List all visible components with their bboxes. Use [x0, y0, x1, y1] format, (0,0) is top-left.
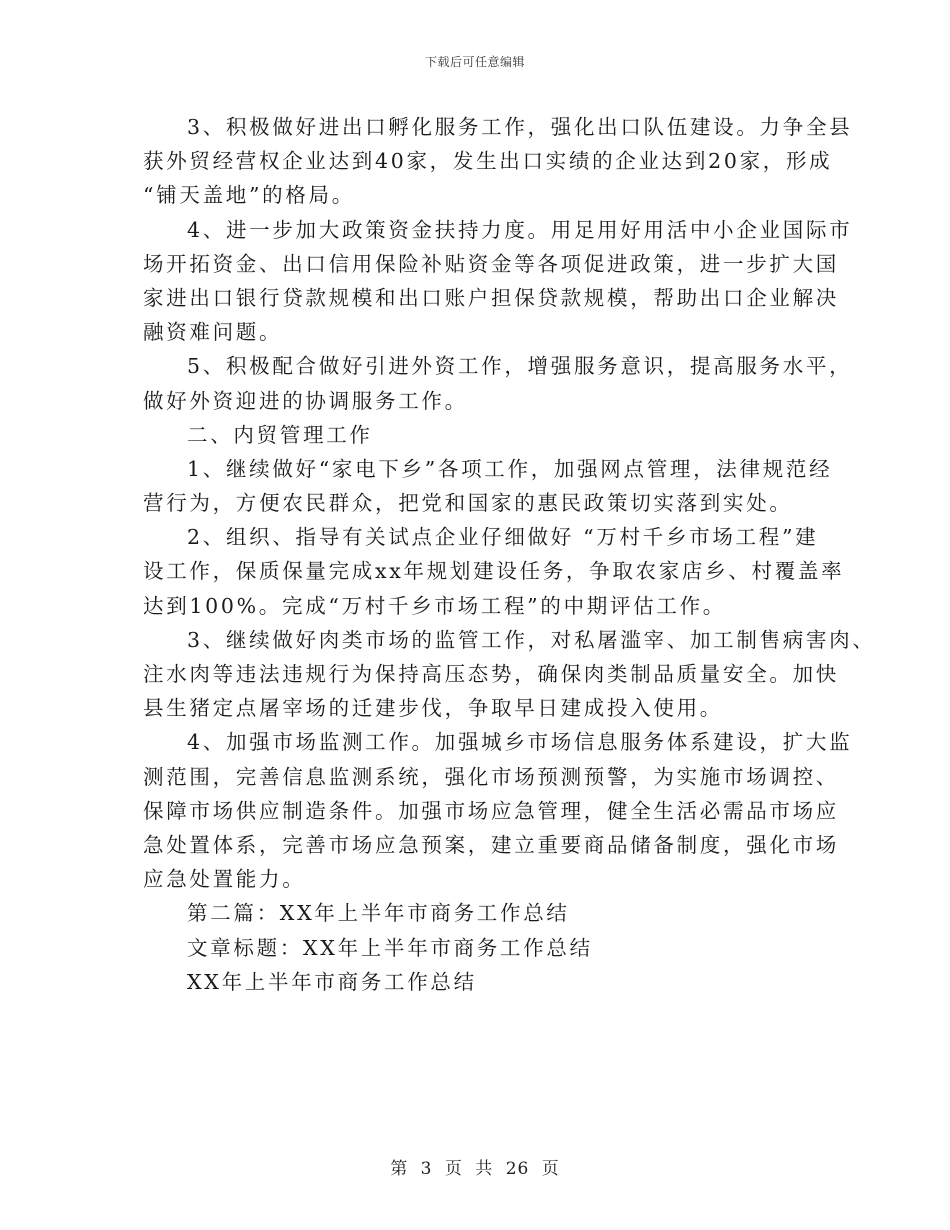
- text-line: 4、进一步加大政策资金扶持力度。用足用好用活中小企业国际市: [187, 217, 853, 242]
- text-line: 3、继续做好肉类市场的监管工作，对私屠滥宰、加工制售病害肉、: [187, 627, 876, 652]
- text-line: 测范围，完善信息监测系统，强化市场预测预警，为实施市场调控、: [143, 764, 839, 789]
- page-number-footer: 第 3 页 共 26 页: [390, 1159, 560, 1179]
- article-heading: 第二篇：XX年上半年市商务工作总结: [187, 901, 570, 926]
- text-line: 急处置体系，完善市场应急预案，建立重要商品储备制度，强化市场: [143, 832, 839, 857]
- text-line: 场开拓资金、出口信用保险补贴资金等各项促进政策，进一步扩大国: [143, 251, 839, 276]
- text-line: 5、积极配合做好引进外资工作，增强服务意识，提高服务水平，: [187, 354, 853, 379]
- text-line: 1、继续做好“家电下乡”各项工作，加强网点管理，法律规范经: [187, 456, 833, 481]
- text-line: 县生猪定点屠宰场的迁建步伐，争取早日建成投入使用。: [143, 696, 723, 721]
- section-heading: 二、内贸管理工作: [187, 422, 373, 447]
- text-line: 注水肉等违法违规行为保持高压态势，确保肉类制品质量安全。加快: [143, 662, 839, 686]
- text-line: 4、加强市场监测工作。加强城乡市场信息服务体系建设，扩大监: [187, 730, 853, 755]
- text-line: 融资难问题。: [143, 320, 283, 345]
- text-line: 达到100%。完成“万村千乡市场工程”的中期评估工作。: [143, 593, 726, 618]
- text-line: 做好外资迎进的协调服务工作。: [143, 388, 468, 413]
- document-body: [143, 110, 876, 999]
- text-line: 2、组织、指导有关试点企业仔细做好 “万村千乡市场工程”建: [187, 525, 819, 550]
- article-subtitle: XX年上半年市商务工作总结: [187, 969, 477, 994]
- text-line: 设工作，保质保量完成xx年规划建设任务，争取农家店乡、村覆盖率: [143, 559, 845, 584]
- article-title-line: 文章标题：XX年上半年市商务工作总结: [187, 935, 593, 960]
- text-line: “铺天盖地”的格局。: [143, 183, 355, 208]
- text-line: 保障市场供应制造条件。加强市场应急管理，健全生活必需品市场应: [143, 798, 839, 823]
- text-line: 获外贸经营权企业达到40家，发生出口实绩的企业达到20家，形成: [143, 149, 833, 174]
- page-header: 下载后可任意编辑: [424, 55, 525, 69]
- text-line: 家进出口银行贷款规模和出口账户担保贷款规模，帮助出口企业解决: [143, 285, 839, 310]
- text-line: 应急处置能力。: [143, 867, 306, 892]
- text-line: 营行为，方便农民群众，把党和国家的惠民政策切实落到实处。: [143, 491, 793, 516]
- text-line: 3、积极做好进出口孵化服务工作，强化出口队伍建设。力争全县: [187, 115, 853, 139]
